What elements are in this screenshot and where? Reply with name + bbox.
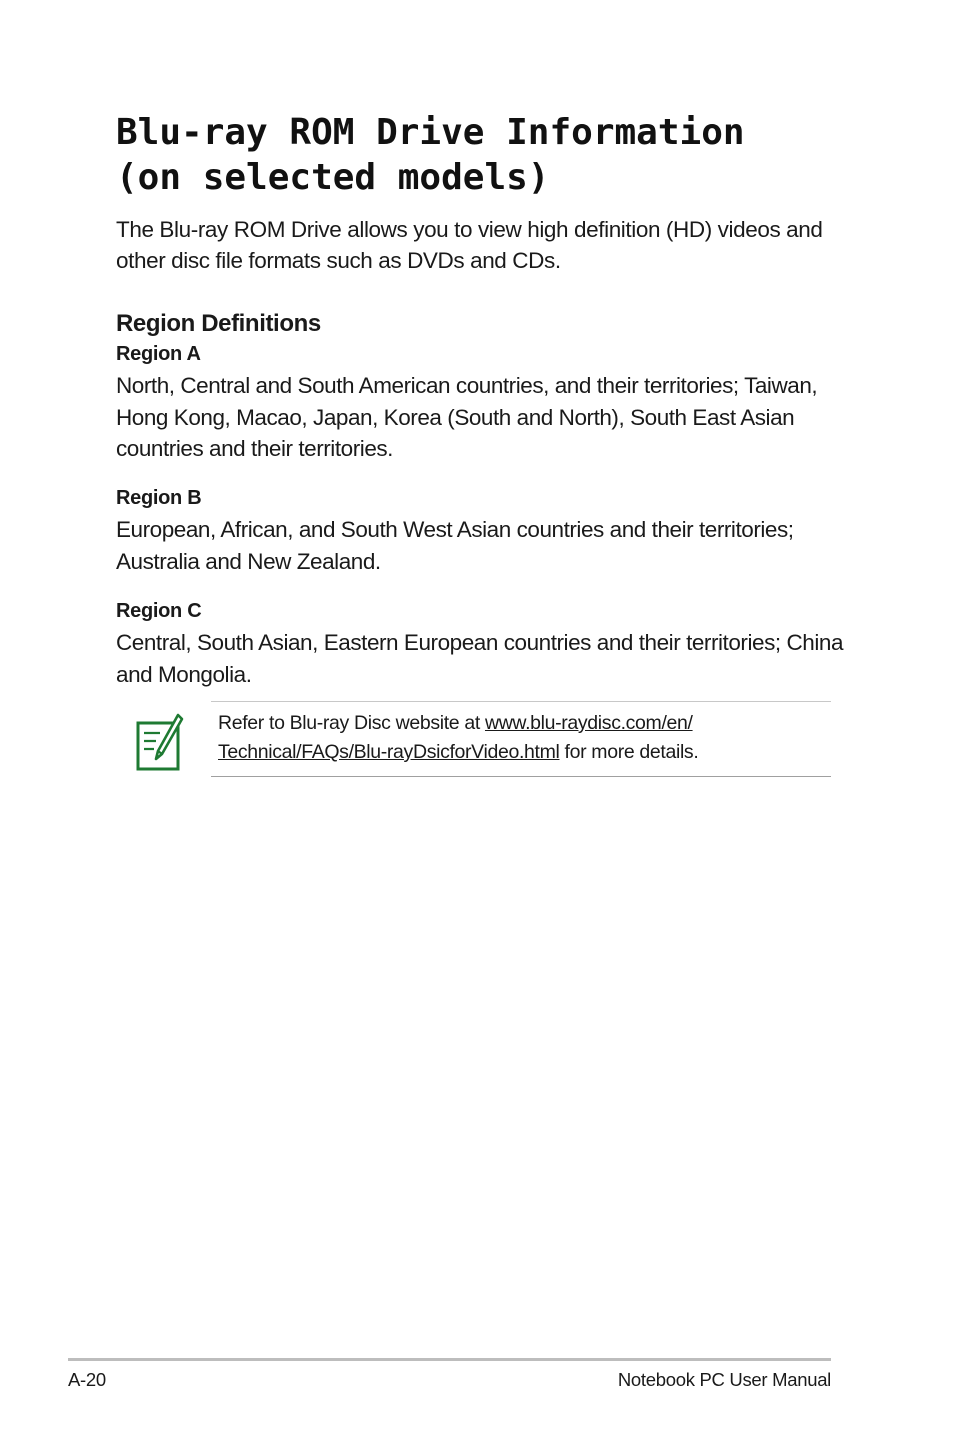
note-text xyxy=(218,709,831,767)
footer-divider xyxy=(68,1358,831,1361)
region-description: European, African, and South West Asian countries and their territories; Australia and New Zealand. xyxy=(116,517,794,574)
region-description: North, Central and South American countries, and their territories; Taiwan, Hong Kong, Macao, Japan, Korea (South and North), South East Asian countries and their territories. xyxy=(116,373,818,461)
region-label: Region C xyxy=(116,600,202,622)
region-label: Region B xyxy=(116,487,202,509)
blu-ray-website-link-continued[interactable]: Technical/FAQs/Blu-rayDsicforVideo.html xyxy=(218,741,560,763)
region-label: Region A xyxy=(116,343,201,365)
blu-ray-website-link[interactable]: www.blu-raydisc.com/en/ xyxy=(484,712,693,734)
page-title-line-2: (on selected models) xyxy=(116,157,550,198)
note-pencil-icon xyxy=(134,711,186,773)
region-c-block xyxy=(116,597,846,690)
page-title xyxy=(116,110,876,200)
note-box xyxy=(116,701,831,777)
region-description: Central, South Asian, Eastern European countries and their territories; China and Mongolia. xyxy=(116,630,844,687)
note-prefix: Refer to Blu-ray Disc website at xyxy=(218,712,485,734)
manual-title: Notebook PC User Manual xyxy=(617,1369,831,1390)
note-suffix: for more details. xyxy=(559,741,699,763)
region-b-block xyxy=(116,484,846,577)
note-body xyxy=(211,701,831,777)
intro-paragraph: The Blu-ray ROM Drive allows you to view high definition (HD) videos and other disc file formats such as DVDs and CDs. xyxy=(116,217,823,273)
section-heading: Region Definitions xyxy=(116,310,321,337)
region-a-block xyxy=(116,340,846,465)
page-title-line-1: Blu-ray ROM Drive Information xyxy=(116,112,745,153)
page-number: A-20 xyxy=(68,1369,106,1390)
